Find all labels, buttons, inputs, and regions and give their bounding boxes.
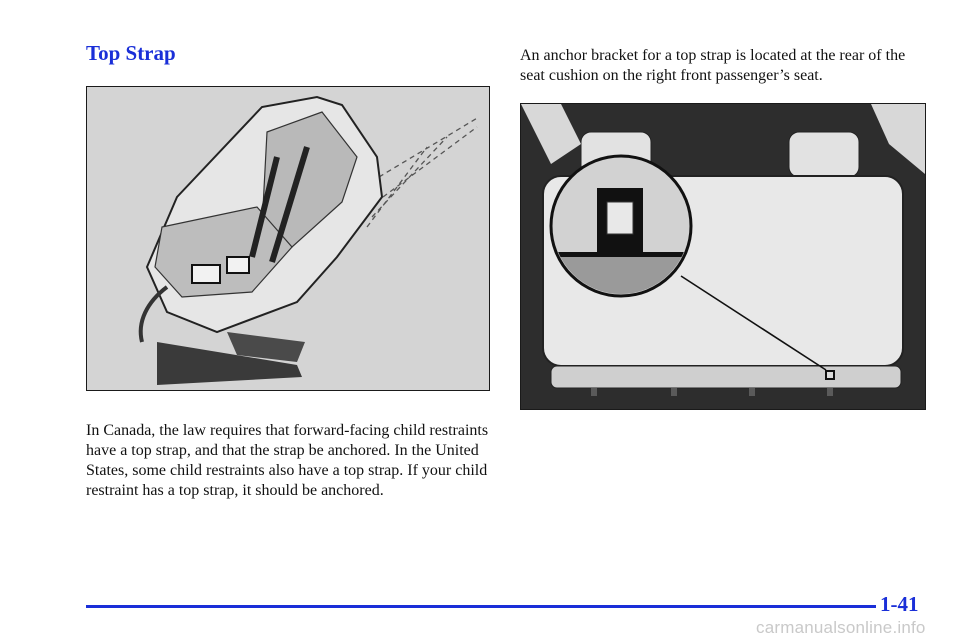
- buckle: [192, 265, 220, 283]
- child-seat-illustration: [86, 86, 490, 391]
- anchor-bracket-illustration: [520, 103, 926, 410]
- anchor-bracket-drawing: [521, 104, 925, 409]
- paragraph-canada-law: In Canada, the law requires that forward-facing child restraints have a top strap, and that the strap be anchored. In the United States, some child restraints also have a top strap. If your child restraint has a top strap, it should be anchored.: [86, 422, 489, 499]
- anchor-bracket-opening: [827, 372, 833, 378]
- headrest-right: [789, 132, 859, 177]
- child-seat-drawing: [87, 87, 489, 390]
- magnified-bracket-opening: [607, 202, 633, 234]
- seat-cushion-rear: [551, 366, 901, 388]
- magnified-edge: [551, 252, 691, 257]
- page-number: 1-41: [880, 592, 919, 616]
- footer-rule: [86, 605, 876, 608]
- section-title: Top Strap: [86, 41, 176, 65]
- chest-clip: [227, 257, 249, 273]
- site-watermark: carmanualsonline.info: [756, 618, 926, 637]
- paragraph-anchor-location: An anchor bracket for a top strap is located at the rear of the seat cushion on the right front passenger’s seat.: [520, 47, 906, 84]
